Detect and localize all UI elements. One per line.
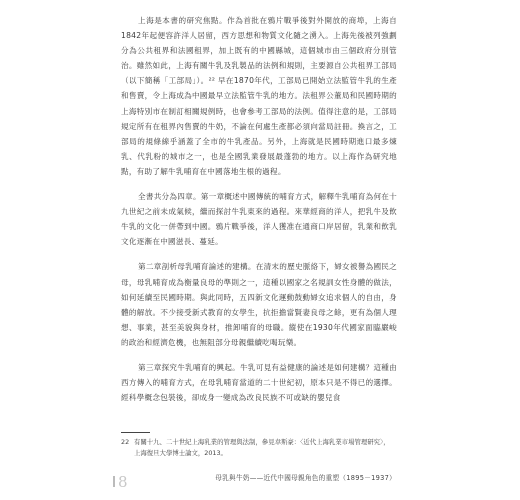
- footnote: [121, 437, 393, 459]
- main-text: [121, 13, 397, 405]
- paragraph-chapter-overview: 全書共分為四章。第一章概述中國傳統的哺育方式，解釋牛乳哺育為何在十九世紀之前未成氣候，繼而探討牛乳東來的過程。來華經商的洋人，把乳牛及飲牛乳的文化一併帶到中國。鴉片戰爭後，洋人獲准在通商口岸居留，乳業和飲乳文化逐漸在中國滋長、蔓延。: [121, 192, 397, 247]
- footnote-text: 有關十九、二十世紀上海乳業的管理與法制，參見韋斯豪：〈近代上海乳業市場管理研究〉，上海復旦大學博士論文，2013。: [134, 438, 390, 457]
- footnote-divider: [121, 432, 150, 433]
- paragraph-chapter-three: 第三章探究牛乳哺育的興起。牛乳可見有益健康的論述是如何建構？這種由西方傳入的哺育方式，在母乳哺育當道的二十世紀初，原本只是不得已的選擇。經科學概念包裝後，卻成身一變成為改良民族不可或缺的嬰兒食: [121, 362, 397, 403]
- page-corner-mark: [113, 476, 115, 487]
- running-title: 母乳與牛奶——近代中國母親角色的重塑（1895－1937）: [215, 474, 396, 482]
- paragraph-chapter-two: 第二章剖析母乳哺育論述的建構。在清末的歷史脈絡下，婦女被譽為國民之母，母乳哺育成為衡量良母的準則之一，這種以國家之名規訓女性身體的做法，如何延續至民國時期。與此同時，五四新文化運動鼓動婦女追求個人的自由，身體的解放。不少接受新式教育的女學生，抗拒擔當賢妻良母之餘，更有為個人理想、事業，甚至美貌與身材，推卸哺育的母職。縱使在1930年代國家面臨嚴峻的政治和經濟危機，也無阻部分母親繼續吃喝玩樂。: [121, 262, 397, 347]
- paragraph-shanghai-focus: 上海是本書的研究焦點。作為首批在鴉片戰爭後對外開放的商埠，上海自1842年起便容許洋人居留，西方思想和物質文化隨之湧入。上海先後被列強劃分為公共租界和法國租界，加上既有的中國縣城，這個城市由三個政府分別管治。雖然如此，上海有關牛乳及乳製品的法例和規則，主要源自公共租界工部局（以下簡稱「工部局」）。²² 早在1870年代，工部局已開始立法監管牛乳的生產和售賣，令上海成為中國最早立法監管牛乳的地方。法租界公董局和民國時期的上海特別市在制訂相關規例時，也會參考工部局的法例。值得注意的是，工部局規定所有在租界內售賣的牛奶，不論在何處生產都必須向當局註冊。換言之，工部局的規條線乎涵蓋了全市的牛乳產品。另外，上海就是民國時期進口最多煉乳、代乳粉的城市之一，也是全國乳業發展最蓬勃的地方。以上海作為研究地點，有助了解牛乳哺育在中國落地生根的過程。: [121, 16, 397, 176]
- page-number: 8: [118, 473, 128, 491]
- footnote-number: 22: [121, 438, 130, 446]
